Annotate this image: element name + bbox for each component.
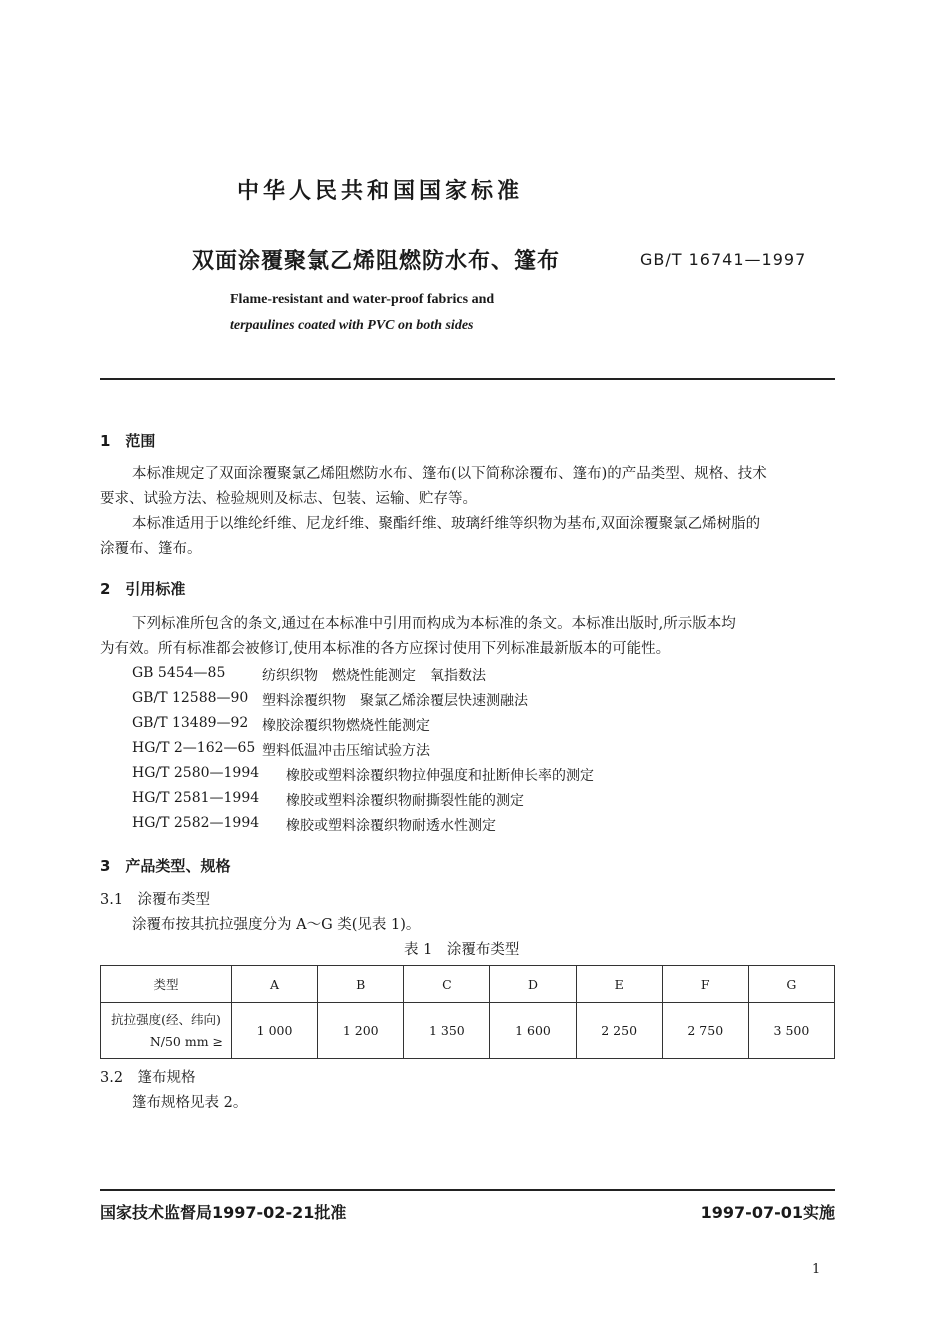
section-1-para2-line1: 本标准适用于以维纶纤维、尼龙纤维、聚酯纤维、玻璃纤维等织物为基布,双面涂覆聚氯乙烯树脂的 bbox=[132, 516, 761, 532]
reference-name: 橡胶或塑料涂覆织物耐撕裂性能的测定 bbox=[286, 793, 524, 809]
standard-title-en-line2: terpaulines coated with PVC on both sides bbox=[230, 318, 474, 333]
reference-code: HG/T 2—162—65 bbox=[132, 740, 256, 756]
section-1-para2-line2: 涂覆布、篷布。 bbox=[100, 541, 202, 557]
approval-date: 国家技术监督局1997-02-21批准 bbox=[100, 1203, 347, 1222]
table-value-cell: 1 600 bbox=[490, 1003, 576, 1059]
table-value-cell: 2 750 bbox=[662, 1003, 748, 1059]
table-value-cell: 1 200 bbox=[318, 1003, 404, 1059]
reference-name: 橡胶或塑料涂覆织物耐透水性测定 bbox=[286, 818, 496, 834]
reference-code: HG/T 2580—1994 bbox=[132, 765, 260, 781]
section-2-para-line1: 下列标准所包含的条文,通过在本标准中引用而构成为本标准的条文。本标准出版时,所示版本均 bbox=[132, 616, 736, 632]
section-2-heading: 2 引用标准 bbox=[100, 580, 186, 598]
table-type-cell: B bbox=[318, 966, 404, 1003]
section-1-heading: 1 范围 bbox=[100, 432, 156, 450]
reference-name: 橡胶涂覆织物燃烧性能测定 bbox=[262, 718, 430, 734]
table-header-row bbox=[101, 966, 835, 1003]
reference-code: GB/T 12588—90 bbox=[132, 690, 249, 706]
section-3-heading: 3 产品类型、规格 bbox=[100, 857, 231, 875]
section-3-1-text: 涂覆布按其抗拉强度分为 A～G 类(见表 1)。 bbox=[132, 917, 421, 933]
table-col-label: 类型 bbox=[101, 966, 232, 1003]
section-3-2-text: 篷布规格见表 2。 bbox=[132, 1095, 248, 1111]
page-number: 1 bbox=[812, 1262, 821, 1277]
table-1-caption: 表 1 涂覆布类型 bbox=[404, 942, 520, 958]
implementation-date: 1997-07-01实施 bbox=[700, 1203, 835, 1222]
section-1-para1-line1: 本标准规定了双面涂覆聚氯乙烯阻燃防水布、篷布(以下简称涂覆布、篷布)的产品类型、规格、技术 bbox=[132, 466, 767, 482]
reference-code: HG/T 2582—1994 bbox=[132, 815, 260, 831]
section-1-para1-line2: 要求、试验方法、检验规则及标志、包装、运输、贮存等。 bbox=[100, 491, 477, 507]
table-type-cell: C bbox=[404, 966, 490, 1003]
section-3-1-heading: 3.1 涂覆布类型 bbox=[100, 892, 211, 908]
table-row-label-line2: N/50 mm ≥ bbox=[149, 1033, 223, 1049]
reference-code: GB/T 13489—92 bbox=[132, 715, 249, 731]
reference-code: HG/T 2581—1994 bbox=[132, 790, 260, 806]
table-value-cell: 3 500 bbox=[748, 1003, 834, 1059]
table-1 bbox=[100, 965, 835, 1059]
reference-code: GB 5454—85 bbox=[132, 665, 226, 681]
reference-name: 橡胶或塑料涂覆织物拉伸强度和扯断伸长率的测定 bbox=[286, 768, 594, 784]
table-value-cell: 1 350 bbox=[404, 1003, 490, 1059]
reference-name: 纺织织物 燃烧性能测定 氧指数法 bbox=[262, 668, 486, 684]
table-type-cell: A bbox=[232, 966, 318, 1003]
table-value-row bbox=[101, 1003, 835, 1059]
standard-title-en-line1: Flame-resistant and water-proof fabrics and bbox=[230, 292, 495, 307]
table-type-cell: D bbox=[490, 966, 576, 1003]
standard-code: GB/T 16741—1997 bbox=[640, 250, 807, 269]
table-type-cell: F bbox=[662, 966, 748, 1003]
standard-title-cn: 双面涂覆聚氯乙烯阻燃防水布、篷布 bbox=[192, 249, 561, 274]
table-value-cell: 1 000 bbox=[232, 1003, 318, 1059]
header-divider bbox=[100, 378, 835, 380]
reference-name: 塑料低温冲击压缩试验方法 bbox=[262, 743, 430, 759]
table-type-cell: G bbox=[748, 966, 834, 1003]
table-type-cell: E bbox=[576, 966, 662, 1003]
section-3-2-heading: 3.2 篷布规格 bbox=[100, 1070, 196, 1086]
table-value-cell: 2 250 bbox=[576, 1003, 662, 1059]
table-row-label-line1: 抗拉强度(经、纬向) bbox=[111, 1011, 221, 1027]
section-2-para-line2: 为有效。所有标准都会被修订,使用本标准的各方应探讨使用下列标准最新版本的可能性。 bbox=[100, 641, 671, 657]
footer-divider bbox=[100, 1189, 835, 1191]
reference-name: 塑料涂覆织物 聚氯乙烯涂覆层快速测融法 bbox=[262, 693, 528, 709]
national-standard-heading: 中华人民共和国国家标准 bbox=[236, 179, 523, 204]
table-row-label bbox=[101, 1003, 232, 1059]
